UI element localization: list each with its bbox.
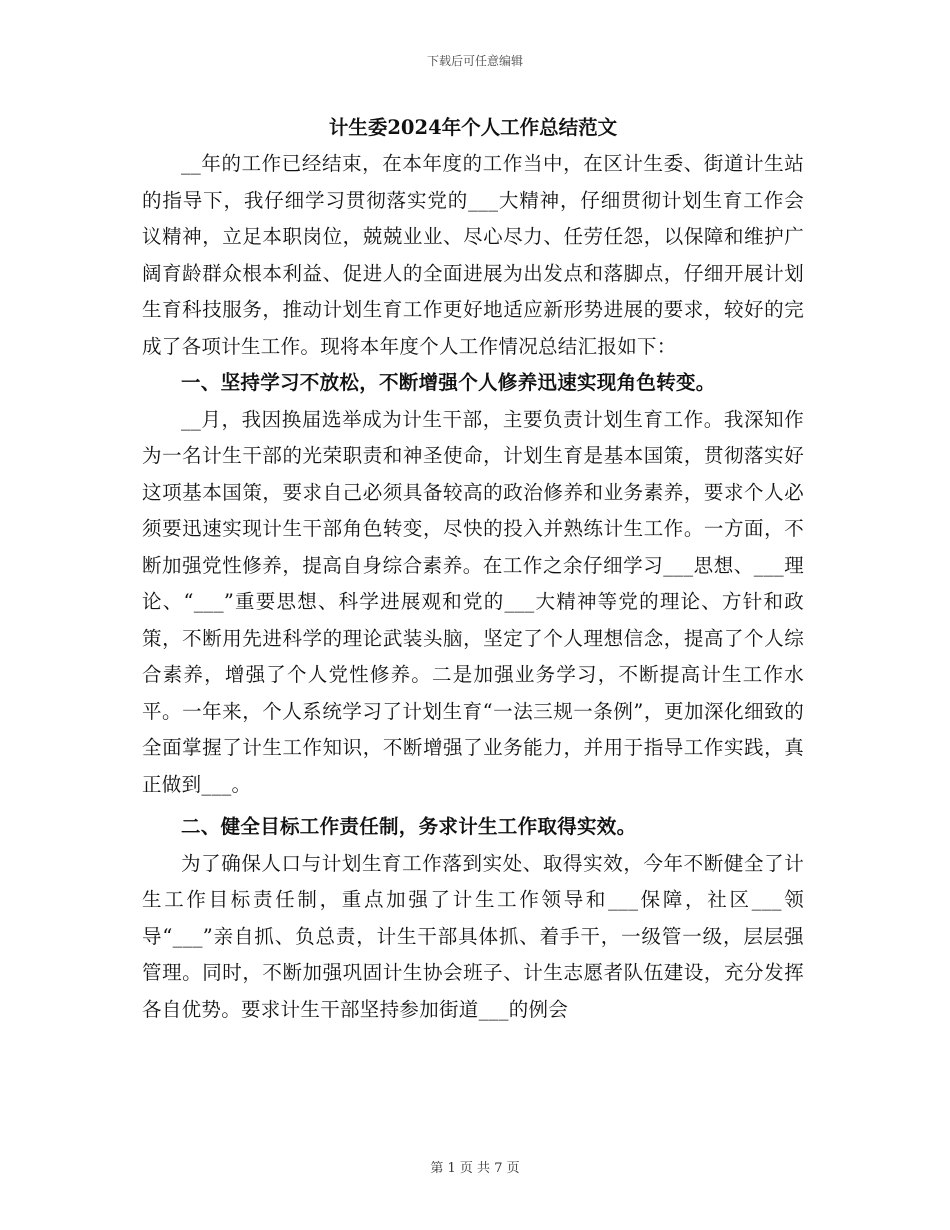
intro-paragraph: __年的工作已经结束，在本年度的工作当中，在区计生委、街道计生站的指导下，我仔细学习贯彻落实党的___大精神，仔细贯彻计划生育工作会议精神，立足本职岗位，兢兢业业、尽心尽力、任劳任怨，以保障和维护广阔育龄群众根本利益、促进人的全面进展为出发点和落脚点，仔细开展计划生育科技服务，推动计划生育工作更好地适应新形势进展的要求，较好的完成了各项计生工作。现将本年度个人工作情况总结汇报如下： bbox=[142, 152, 804, 358]
section-1-paragraph: __月，我因换届选举成为计生干部，主要负责计划生育工作。我深知作为一名计生干部的光荣职责和神圣使命，计划生育是基本国策，贯彻落实好这项基本国策，要求自己必须具备较高的政治修养和业务素养，要求个人必须要迅速实现计生干部角色转变，尽快的投入并熟练计生工作。一方面，不断加强党性修养，提高自身综合素养。在工作之余仔细学习___思想、___理论、“___”重要思想、科学进展观和党的___大精神等党的理论、方针和政策，不断用先进科学的理论武装头脑，坚定了个人理想信念，提高了个人综合素养，增强了个人党性修养。二是加强业务学习，不断提高计生工作水平。一年来，个人系统学习了计划生育“一法三规一条例”，更加深化细致的全面掌握了计生工作知识，不断增强了业务能力，并用于指导工作实践，真正做到___。 bbox=[142, 407, 804, 796]
section-2-paragraph: 为了确保人口与计划生育工作落到实处、取得实效，今年不断健全了计生工作目标责任制，重点加强了计生工作领导和___保障，社区___领导“___”亲自抓、负总责，计生干部具体抓、着手干，一级管一级，层层强管理。同时，不断加强巩固计生协会班子、计生志愿者队伍建设，充分发挥各自优势。要求计生干部坚持参加街道___的例会 bbox=[142, 851, 804, 1021]
section-1-heading: 一、坚持学习不放松，不断增强个人修养迅速实现角色转变。 bbox=[181, 371, 716, 394]
page-footer-number: 第 1 页 共 7 页 bbox=[430, 1161, 520, 1176]
section-2-heading: 二、健全目标工作责任制，务求计生工作取得实效。 bbox=[181, 815, 637, 838]
document-body bbox=[142, 110, 804, 1028]
page-header-note: 下载后可任意编辑 bbox=[426, 54, 523, 68]
document-title: 计生委2024年个人工作总结范文 bbox=[328, 116, 618, 139]
